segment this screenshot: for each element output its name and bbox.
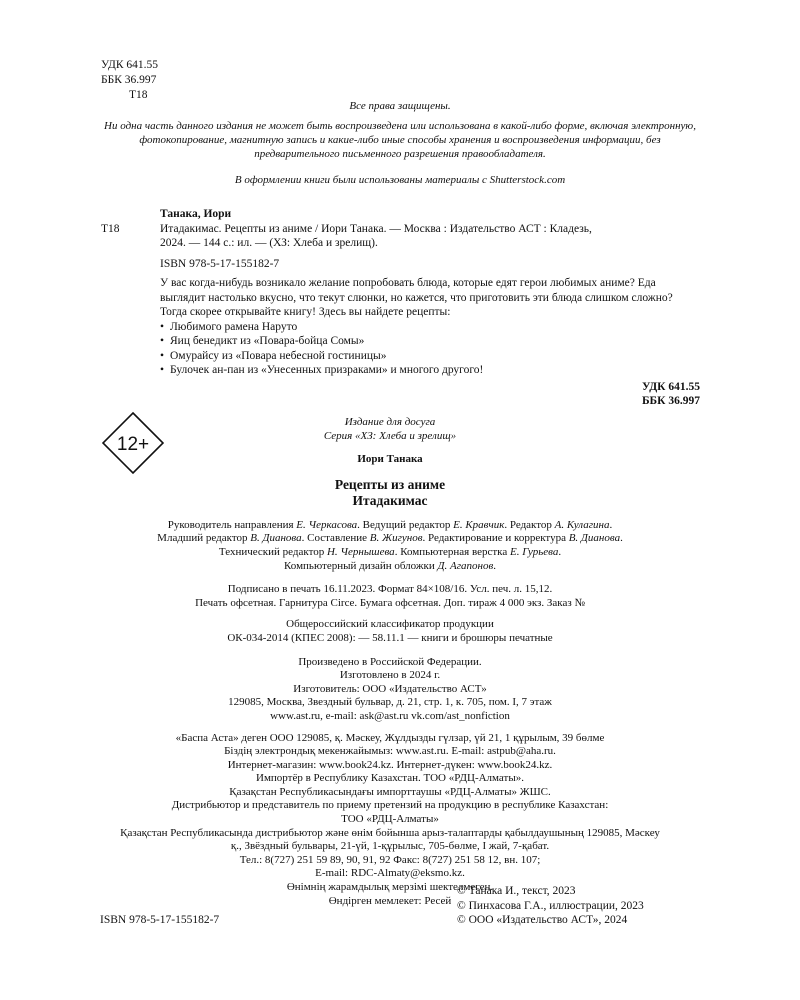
copyright-line-1: © Танака И., текст, 2023 <box>457 885 576 897</box>
kz-line-12: Өнімнің жарамдылық мерзімі шектелмеген. <box>286 881 494 894</box>
copyright-block <box>457 884 717 928</box>
credits-line-2: Младший редактор В. Дианова. Составление В. Жигунов. Редактирование и корректура В. Дианова. <box>157 532 623 545</box>
udk-code-bottom: УДК 641.55 <box>641 381 700 393</box>
credits-line-1: Руководитель направления Е. Черкасова. Ведущий редактор Е. Кравчик. Редактор А. Кулагина. <box>167 518 613 531</box>
classifier-info <box>100 618 680 645</box>
kazakhstan-info <box>100 732 680 909</box>
list-item: • Любимого рамена Наруто <box>160 320 298 333</box>
classifier-line-2: ОК-034-2014 (КПЕС 2008): — 58.11.1 — книги и брошюры печатные <box>227 631 553 644</box>
udc-top-block <box>101 58 158 103</box>
catalog-line-1: Итадакимас. Рецепты из аниме / Иори Танака. — Москва : Издательство АСТ : Кладезь, <box>160 222 592 235</box>
print-line-1: Подписано в печать 16.11.2023. Формат 84×108/16. Усл. печ. л. 15,12. <box>227 583 553 596</box>
catalog-line-2: 2024. — 144 с.: ил. — (ХЗ: Хлеба и зрелищ). <box>160 237 378 249</box>
annotation <box>160 276 700 378</box>
bullet-icon: • <box>160 349 165 362</box>
udc-bottom-block <box>540 380 700 408</box>
catalog-isbn: ISBN 978-5-17-155182-7 <box>160 257 280 270</box>
print-line-2: Печать офсетная. Гарнитура Circe. Бумага офсетная. Доп. тираж 4 000 экз. Заказ № <box>195 596 585 609</box>
age-rating-text: 12+ <box>116 434 150 455</box>
catalog-title-row <box>101 222 701 237</box>
list-item: • Булочек ан-пан из «Унесенных призраками» и многого другого! <box>160 364 484 376</box>
catalog-record <box>101 207 701 271</box>
classifier-line-1: Общероссийский классификатор продукции <box>286 618 494 631</box>
production-info <box>100 656 680 724</box>
isbn-bottom: ISBN 978-5-17-155182-7 <box>100 914 220 926</box>
production-line-3: Изготовитель: ООО «Издательство АСТ» <box>293 682 487 695</box>
print-info <box>100 583 680 610</box>
kz-line-4: Импортёр в Республику Казахстан. ТОО «РДЦ-Алматы». <box>256 772 524 785</box>
credits-line-3: Технический редактор Н. Чернышева. Компьютерная верстка Е. Гурьева. <box>218 545 562 558</box>
edition-author: Иори Танака <box>357 453 423 466</box>
kz-line-7: ТОО «РДЦ-Алматы» <box>341 813 439 826</box>
rights-header: Все права защищены. <box>349 100 451 112</box>
production-line-2: Изготовлено в 2024 г. <box>339 669 441 682</box>
edition-series: Серия «ХЗ: Хлеба и зрелищ» <box>323 429 457 442</box>
rights-text: Ни одна часть данного издания не может быть воспроизведена или использована в какой-либо форме, включая электронную, фотокопирование, магнитную запись и какие-либо иные способы хранения и воспроизведения информации, без предварительного письменного разрешения правообладателя. <box>104 120 696 160</box>
kz-line-2: Біздің электрондық мекенжайымыз: www.ast.ru. E-mail: astpub@aha.ru. <box>224 745 556 758</box>
production-line-4: 129085, Москва, Звездный бульвар, д. 21, стр. 1, к. 705, пом. I, 7 этаж <box>228 696 552 709</box>
book-title-1: Рецепты из аниме <box>334 476 446 492</box>
catalog-author: Танака, Иори <box>160 208 232 220</box>
recipe-list <box>160 320 700 378</box>
bbk-code-bottom: ББК 36.997 <box>641 395 700 407</box>
credits-line-4: Компьютерный дизайн обложки Д. Агапонов. <box>284 559 496 572</box>
kz-line-5: Қазақстан Республикасындағы импорттаушы «РДЦ-Алматы» ЖШС. <box>229 785 551 798</box>
kz-line-3: Интернет-магазин: www.book24.kz. Интернет-дүкен: www.book24.kz. <box>227 758 553 771</box>
bullet-icon: • <box>160 335 165 347</box>
rights-notice <box>100 99 700 187</box>
bullet-icon: • <box>160 364 165 376</box>
udk-code: УДК 641.55 <box>101 59 158 71</box>
kz-line-1: «Баспа Аста» деген ООО 129085, қ. Мәскеу, Жұлдызды гүлзар, үй 21, 1 құрылым, 39 бөлме <box>175 731 605 744</box>
list-item: • Омурайсу из «Повара небесной гостиницы» <box>160 349 387 362</box>
kz-line-10: Тел.: 8(727) 251 59 89, 90, 91, 92 Факс: 8(727) 251 58 12, вн. 107; <box>239 853 541 866</box>
annotation-text: У вас когда-нибудь возникало желание попробовать блюда, которые едят герои любимых аниме? Еда выглядит настолько вкусно, что текут слюнки, но кажется, что приготовить эти блюда слишком сложно? Тогда скорее открывайте книгу! Здесь вы найдете рецепты: <box>160 277 673 318</box>
copyright-line-3: © ООО «Издательство АСТ», 2024 <box>457 914 628 926</box>
credits <box>100 519 680 573</box>
kz-line-11: E-mail: RDC-Almaty@eksmo.kz. <box>315 867 465 880</box>
catalog-code: Т18 <box>101 222 120 235</box>
copyright-line-2: © Пинхасова Г.А., иллюстрации, 2023 <box>457 899 644 912</box>
list-item: • Яиц бенедикт из «Повара-бойца Сомы» <box>160 335 365 347</box>
bullet-icon: • <box>160 320 165 333</box>
author-mark: Т18 <box>129 89 148 101</box>
production-line-5: www.ast.ru, e-mail: ask@ast.ru vk.com/ast_nonfiction <box>270 709 510 722</box>
kz-line-6: Дистрибьютор и представитель по приему претензий на продукцию в республике Казахстан: <box>171 799 609 812</box>
shutterstock-credit: В оформлении книги были использованы материалы с Shutterstock.com <box>234 174 566 186</box>
book-title-2: Итадакимас <box>352 492 428 508</box>
kz-line-9: қ., Звёздный бульвары, 21-үй, 1-құрылыс, 705-бөлме, I жай, 7-қабат. <box>230 840 550 853</box>
edition-type: Издание для досуга <box>344 416 436 428</box>
kz-line-8: Қазақстан Республикасында дистрибьютор және өнім бойынша арыз-талаптарды қабылдаушының 129085, Мәскеу <box>120 826 660 839</box>
production-line-1: Произведено в Российской Федерации. <box>298 655 482 668</box>
kz-line-13: Өндірген мемлекет: Ресей <box>328 894 452 907</box>
publication-details <box>100 416 680 908</box>
bbk-code: ББК 36.997 <box>101 74 157 86</box>
